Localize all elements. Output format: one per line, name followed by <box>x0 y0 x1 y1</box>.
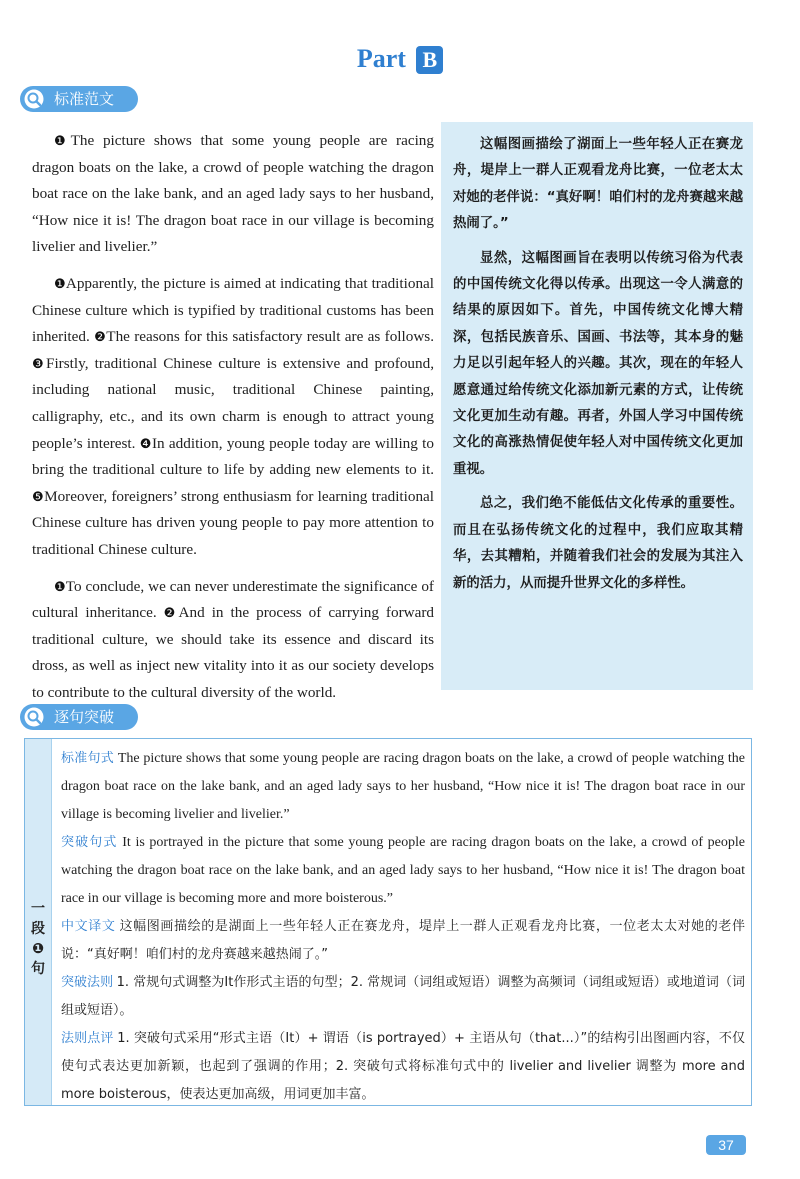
paragraph-sentence-label: 一段❶句 <box>31 901 45 977</box>
essay-paragraph-3 <box>32 574 434 707</box>
sentence-marker: ❶ <box>54 578 66 594</box>
sentence-marker: ❺ <box>32 488 45 504</box>
section-tag-model <box>20 86 138 112</box>
paragraph-text: The picture shows that some young people are racing dragon boats on the lake, a crowd of people watching the dragon boat race on the lake bank, and an aged lady says to her husband, “How nice it is! The dragon boat race in our village is becoming livelier and livelier.” <box>32 132 434 256</box>
section-tag-breakdown <box>20 704 138 730</box>
page-number: 37 <box>706 1135 746 1155</box>
side-stripe <box>25 739 52 1105</box>
sentence-text: Firstly, traditional Chinese culture is extensive and profound, including national music, traditional Chinese painting, calligraphy, etc., and its own charm is enough to attract young people’s interest. <box>32 354 434 452</box>
breakthrough-sentence <box>61 829 745 913</box>
sentence-breakdown-box <box>24 738 752 1106</box>
review-sentence <box>61 1025 745 1109</box>
review-label: 法则点评 <box>61 1031 114 1046</box>
sentence-marker: ❷ <box>94 329 107 345</box>
magnifier-icon <box>24 89 44 109</box>
rule-text: 1. 常规句式调整为It作形式主语的句型；2. 常规词（词组或短语）调整为高频词（词组或短语）或地道词（词组或短语）。 <box>61 975 745 1018</box>
part-title: Part <box>356 44 406 73</box>
translation-paragraph-3: 总之，我们绝不能低估文化传承的重要性。而且在弘扬传统文化的过程中，我们应取其精华，去其糟粕，并随着我们社会的发展为其注入新的活力，从而提升世界文化的多样性。 <box>453 496 743 591</box>
sentence-marker: ❶ <box>54 275 66 291</box>
essay-paragraph-1 <box>32 128 434 261</box>
sentence-marker: ❸ <box>32 355 47 371</box>
sentence-text: Moreover, foreigners’ strong enthusiasm for learning traditional Chinese culture has driven young people to pay more attention to traditional Chinese culture. <box>32 487 434 558</box>
review-text: 1. 突破句式采用“形式主语（It）+ 谓语（is portrayed）+ 主语从句（that...）”的结构引出图画内容，不仅使句式表达更加新颖，也起到了强调的作用；2. 突破句式将标准句式中的 livelier and livelier 调整为 more and more boisterous，使表达更加高级，用词更加丰富。 <box>61 1031 745 1102</box>
standard-label: 标准句式 <box>61 751 115 766</box>
translation-sentence <box>61 913 745 969</box>
standard-sentence <box>61 745 745 829</box>
breakthrough-label: 突破句式 <box>61 835 118 850</box>
essay-paragraph-2 <box>32 271 434 564</box>
chinese-translation <box>441 122 753 690</box>
sentence-text: To conclude, we can never underestimate the significance of cultural inheritance. <box>32 577 434 622</box>
translation-paragraph-2: 显然，这幅图画旨在表明以传统习俗为代表的中国传统文化得以传承。出现这一令人满意的结果的原因如下。首先，中国传统文化博大精深，包括民族音乐、国画、书法等，其本身的魅力足以引起年轻人的兴趣。其次，现在的年轻人愿意通过给传统文化添加新元素的方式，让传统文化更加生动有趣。再者，外国人学习中国传统文化的高涨热情促使年轻人对中国传统文化更加重视。 <box>453 250 743 477</box>
rule-label: 突破法则 <box>61 975 114 990</box>
sentence-marker: ❹ <box>139 435 152 451</box>
page-header <box>0 44 800 74</box>
part-badge: B <box>416 46 443 74</box>
sentence-text: In addition, young people today are willing to bring the traditional culture to life by adding new elements to it. <box>32 434 434 479</box>
standard-text: The picture shows that some young people are racing dragon boats on the lake, a crowd of people watching the dragon boat race on the lake bank, and an aged lady says to her husband, “How nice it is! The dragon boat race in our village is becoming livelier and livelier.” <box>61 751 745 822</box>
rule-sentence <box>61 969 745 1025</box>
english-essay <box>32 128 434 716</box>
sentence-text: Apparently, the picture is aimed at indicating that traditional Chinese culture which is typified by traditional customs has been inherited. <box>32 274 434 346</box>
sentence-marker: ❶ <box>54 133 71 148</box>
breakthrough-text: It is portrayed in the picture that some young people are racing dragon boats on the lake, a crowd of people watching the dragon boat race on the lake bank, and an aged lady says to her husband, “How nice it is! The dragon boat race in our village is becoming more and more boisterous.” <box>61 835 746 906</box>
section-tag-label: 标准范文 <box>54 90 115 108</box>
sentence-text: And in the process of carrying forward traditional culture, we should take its essence and discard its dross, as well as inject new vitality into it as our society develops to contribute to the cultural diversity of the world. <box>32 604 434 701</box>
magnifier-icon <box>24 707 44 727</box>
sentence-marker: ❷ <box>163 605 179 621</box>
sentence-text: The reasons for this satisfactory result are as follows. <box>106 328 435 346</box>
breakdown-body <box>61 745 745 1109</box>
translation-text: 这幅图画描绘的是湖面上一些年轻人正在赛龙舟，堤岸上一群人正观看龙舟比赛，一位老太太对她的老伴说：“真好啊！咱们村的龙舟赛越来越热闹了。” <box>61 919 745 962</box>
translation-label: 中文译文 <box>61 919 116 934</box>
translation-paragraph-1: 这幅图画描绘了湖面上一些年轻人正在赛龙舟，堤岸上一群人正观看龙舟比赛，一位老太太对她的老伴说：“真好啊！咱们村的龙舟赛越来越热闹了。” <box>453 137 744 232</box>
section-tag-label: 逐句突破 <box>54 708 115 726</box>
